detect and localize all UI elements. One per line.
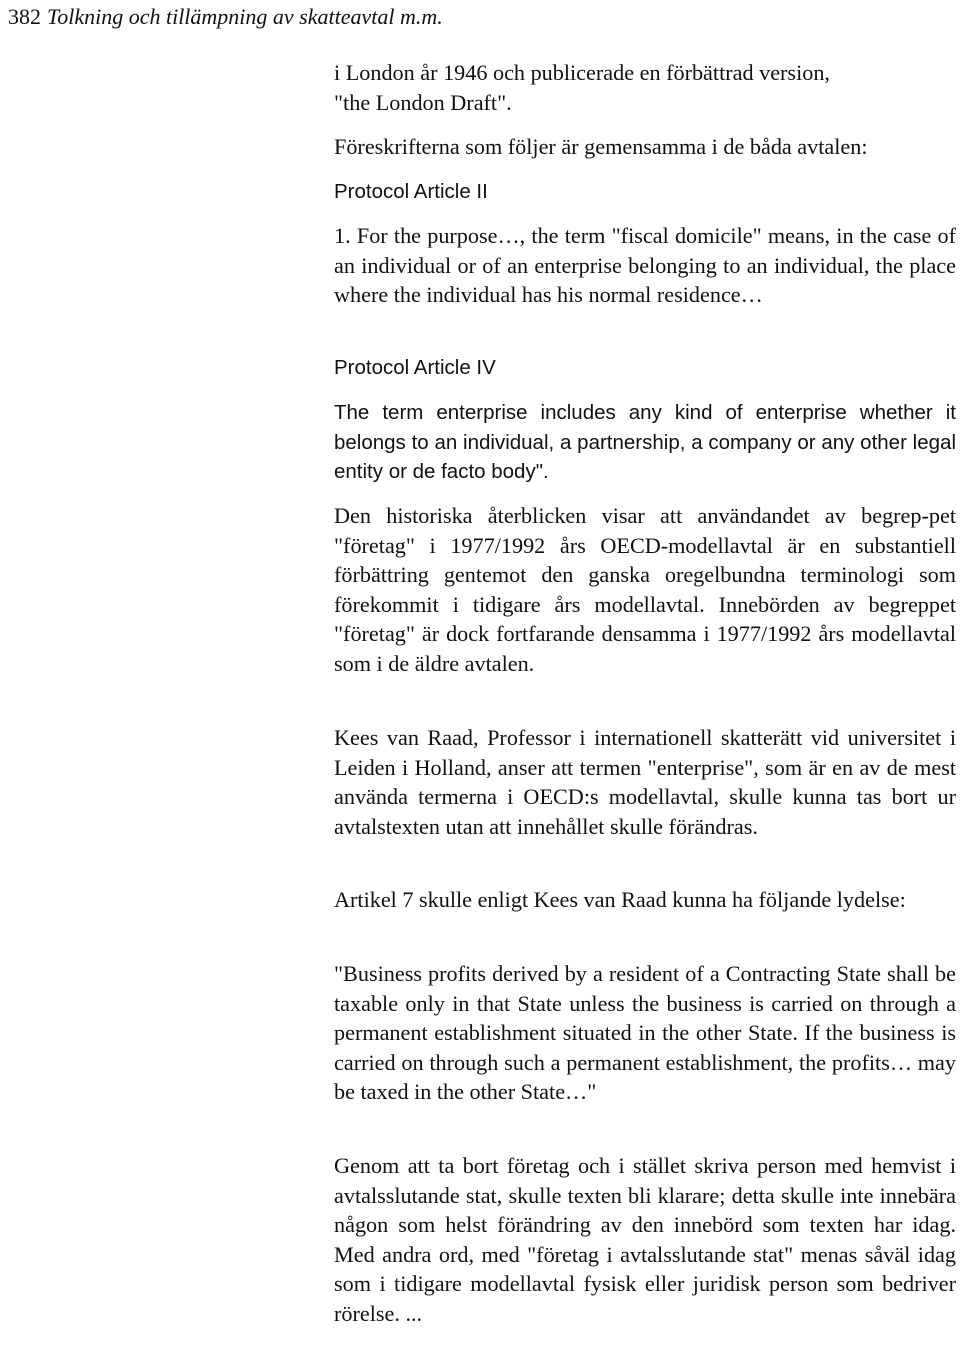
protocol-article-2-text: 1. For the purpose…, the term "fiscal domicile" means, in the case of an individual or of an enterprise belonging to an individual, the place where the individual has his normal residence… — [334, 223, 956, 308]
paragraph-article7-quote: "Business profits derived by a resident of a Contracting State shall be taxable only in that State unless the business is carried on through a permanent establishment situated in the other State. If the business is carried on through such a permanent establishment, the profits… may be taxed in the other State…" — [334, 961, 956, 1105]
lead-in: Föreskrifterna som följer är gemensamma i de båda avtalen: — [334, 134, 868, 159]
running-header — [8, 4, 443, 30]
paragraph-article7-intro: Artikel 7 skulle enligt Kees van Raad kunna ha följande lydelse: — [334, 887, 906, 912]
protocol-article-2-heading: Protocol Article II — [334, 180, 488, 203]
protocol-article-4-text: The term enterprise includes any kind of enterprise whether it belongs to an individual, a partnership, a company or any other legal entity or de facto body". — [334, 401, 956, 484]
paragraph-van-raad: Kees van Raad, Professor i internationell skatterätt vid universitet i Leiden i Holland, anser att termen "enterprise", som är en av de mest använda termerna i OECD:s modellavtal, skulle kunna tas bort ur avtalstexten utan att innehållet skulle förändras. — [334, 725, 956, 839]
running-title: Tolkning och tillämpning av skatteavtal m.m. — [47, 4, 443, 29]
paragraph-conclusion: Genom att ta bort företag och i stället skriva person med hemvist i avtalsslutande stat, skulle texten bli klarare; detta skulle inte innebära någon som helst förändring av den innebörd som texten har idag. Med andra ord, med "företag i avtalsslutande stat" menas såväl idag som i tidigare modellavtal fysisk eller juridisk person som bedriver rörelse. ... — [334, 1153, 956, 1326]
protocol-article-4-heading: Protocol Article IV — [334, 356, 496, 379]
page-number: 382 — [8, 4, 41, 29]
intro-line-1: i London år 1946 och publicerade en förbättrad version, — [334, 60, 830, 85]
paragraph-historical-review: Den historiska återblicken visar att användandet av begrep-pet "företag" i 1977/1992 års OECD-modellavtal är en substantiell förbättring gentemot den ganska oregelbundna terminologi som förekommit i tidigare års modellavtal. Innebörden av begreppet "företag" är dock fortfarande densamma i 1977/1992 års modellavtal som i de äldre avtalen. — [334, 503, 956, 676]
intro-line-2: "the London Draft". — [334, 90, 512, 115]
